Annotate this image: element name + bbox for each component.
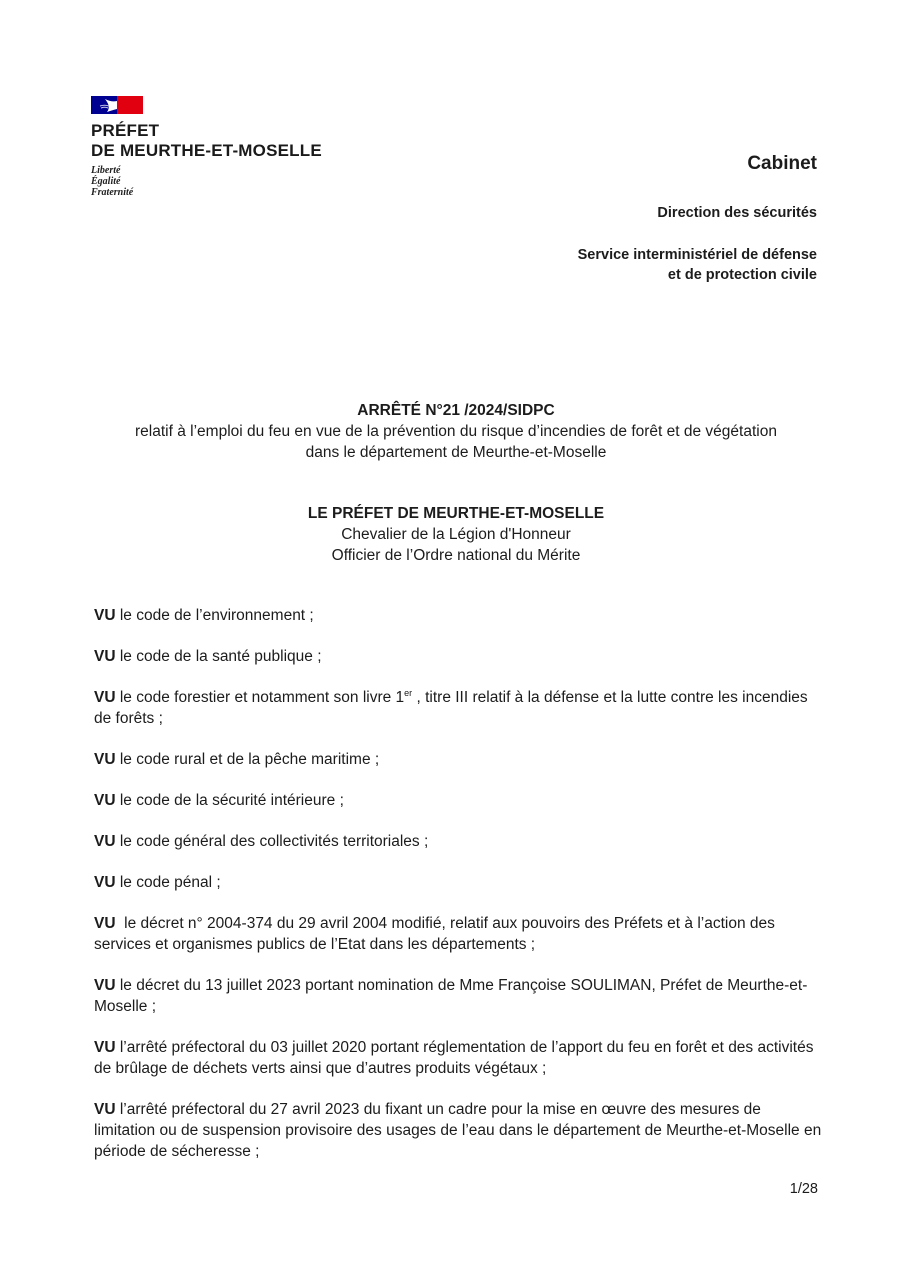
motto-egalite: Égalité <box>91 176 121 187</box>
republic-motto <box>91 165 322 198</box>
logo-line-1: PRÉFET <box>91 121 160 140</box>
decree-title <box>0 400 900 463</box>
header-service-line-2: et de protection civile <box>667 267 817 283</box>
prefet-block <box>0 503 900 566</box>
prefet-distinction-2: Officier de l’Ordre national du Mérite <box>331 547 581 564</box>
marianne-flag-icon <box>91 95 143 115</box>
prefet-distinction-1: Chevalier de la Légion d'Honneur <box>341 526 571 543</box>
page-number: 1/28 <box>789 1181 818 1197</box>
vu-item: VU le code de la sécurité intérieure ; <box>94 792 344 809</box>
logo-line-2: DE MEURTHE-ET-MOSELLE <box>91 141 322 160</box>
vu-list <box>94 605 822 1182</box>
vu-item: VU le décret du 13 juillet 2023 portant nomination de Mme Françoise SOULIMAN, Préfet de Meurthe-et-Moselle ; <box>94 977 808 1015</box>
prefet-name: LE PRÉFET DE MEURTHE-ET-MOSELLE <box>307 505 605 522</box>
vu-item: VU le code de la santé publique ; <box>94 648 322 665</box>
prefecture-logo <box>91 95 322 198</box>
header-service-line-1: Service interministériel de défense <box>577 247 817 263</box>
header-service <box>578 245 817 285</box>
vu-item: VU le code général des collectivités territoriales ; <box>94 833 429 850</box>
vu-item: VU le décret n° 2004-374 du 29 avril 2004 modifié, relatif aux pouvoirs des Préfets et à l’action des services et organismes publics de l’Etat dans les départements ; <box>94 915 775 953</box>
vu-item: VU l’arrêté préfectoral du 03 juillet 2020 portant réglementation de l’apport du feu en forêt et des activités de brûlage de déchets verts ainsi que d’autres produits végétaux ; <box>94 1039 814 1077</box>
ordinal-superscript: er <box>404 687 413 698</box>
decree-subject-line-1: relatif à l’emploi du feu en vue de la prévention du risque d’incendies de forêt et de végétation <box>135 423 777 440</box>
vu-item: VU l’arrêté préfectoral du 27 avril 2023 du fixant un cadre pour la mise en œuvre des mesures de limitation ou de suspension provisoire des usages de l’eau dans le département de Meurthe-et-Moselle en période de sécheresse ; <box>94 1101 822 1160</box>
header-direction: Direction des sécurités <box>657 205 817 221</box>
decree-number: ARRÊTÉ N°21 /2024/SIDPC <box>357 402 555 419</box>
header-cabinet: Cabinet <box>747 153 817 174</box>
vu-item: VU le code forestier et notamment son livre 1er , titre III relatif à la défense et la lutte contre les incendies de forêts ; <box>94 687 808 727</box>
motto-liberte: Liberté <box>91 165 121 176</box>
vu-item: VU le code pénal ; <box>94 874 221 891</box>
vu-item: VU le code rural et de la pêche maritime ; <box>94 751 380 768</box>
decree-subject-line-2: dans le département de Meurthe-et-Moselle <box>305 444 607 461</box>
vu-item: VU le code de l’environnement ; <box>94 607 314 624</box>
motto-fraternite: Fraternité <box>91 187 134 198</box>
